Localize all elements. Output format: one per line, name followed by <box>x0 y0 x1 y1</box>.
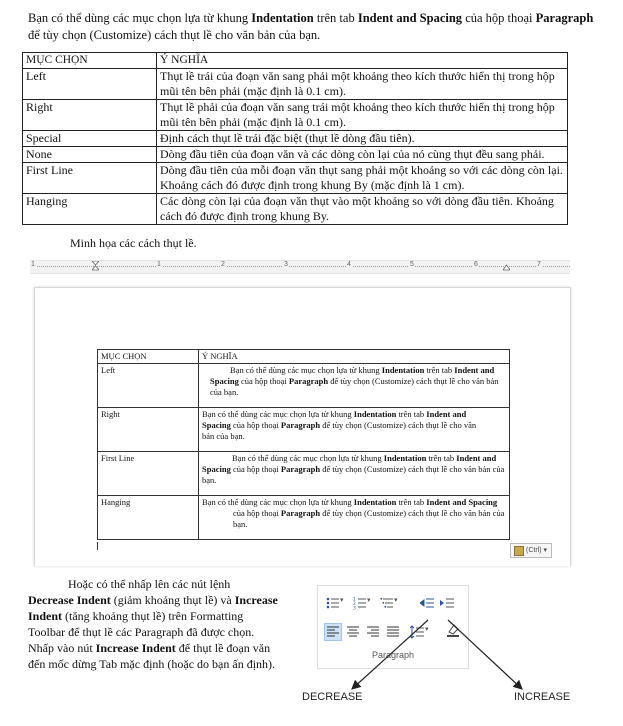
clipboard-icon <box>514 546 524 556</box>
bottom-bold-increase: Increase Indent <box>95 641 176 655</box>
preview-row-first-line <box>98 452 510 496</box>
preview-bold: Indent and Spacing <box>202 409 467 430</box>
preview-text: Bạn có thể dùng các mục chọn lựa từ khung <box>230 365 382 375</box>
preview-bold: Indent and Spacing <box>426 497 498 507</box>
bottom-text: Hoặc có thể nhấp lên các nút lệnh <box>68 577 231 591</box>
preview-header-row <box>98 350 510 364</box>
preview-text: của hộp thoại <box>230 420 281 430</box>
preview-label: First Line <box>98 452 199 496</box>
table-row <box>23 163 568 194</box>
svg-text:3: 3 <box>353 606 356 610</box>
ruler-number: 6 <box>474 261 478 268</box>
preview-text: Bạn có thể dùng các mục chọn lựa từ khung <box>202 409 354 419</box>
preview-label: Right <box>98 408 199 452</box>
indent-options-table <box>22 52 568 225</box>
paste-options-button[interactable] <box>510 543 552 558</box>
option-cell: Hanging <box>23 194 157 225</box>
increase-arrow <box>448 620 522 689</box>
header-option: MỤC CHỌN <box>23 53 157 69</box>
preview-header-meaning: Ý NGHĨA <box>199 350 510 364</box>
preview-bold: Indentation <box>383 453 427 463</box>
intro-bold-indent-spacing: Indent and Spacing <box>357 11 463 25</box>
table-row <box>23 194 568 225</box>
indent-arrows <box>300 600 600 705</box>
ruler-number: 7 <box>537 261 541 268</box>
preview-row-hanging <box>98 496 510 540</box>
preview-text: trên tab <box>396 497 427 507</box>
ruler-tick-line <box>30 266 570 268</box>
preview-cell-first-line <box>199 452 510 496</box>
preview-text: trên tab <box>426 453 457 463</box>
horizontal-ruler[interactable] <box>30 260 570 274</box>
intro-bold-paragraph: Paragraph <box>535 11 594 25</box>
preview-text: để tùy chọn (Customize) cách thụt lề cho văn bản của bạn. <box>233 508 505 529</box>
preview-text: của hộp thoại <box>238 376 289 386</box>
meaning-cell: Các dòng còn lại của đoạn văn thụt vào một khoảng so với dòng đầu tiên. Khoảng cách đó được định trong khung By. <box>157 194 568 225</box>
preview-bold: Paragraph <box>280 464 321 474</box>
preview-text: Bạn có thể dùng các mục chọn lựa từ khung <box>202 497 354 507</box>
preview-bold: Indent and Spacing <box>202 453 497 474</box>
svg-text:1: 1 <box>353 597 356 603</box>
meaning-cell: Định cách thụt lề trái đặc biệt (thụt lề dòng đầu tiên). <box>157 131 568 147</box>
preview-text: trên tab <box>424 365 455 375</box>
ruler-number: 1 <box>157 261 161 268</box>
preview-bold: Paragraph <box>288 376 329 386</box>
preview-text: của hộp thoại <box>233 508 281 518</box>
option-cell: None <box>23 147 157 163</box>
preview-text: để tùy chọn (Customize) cách thụt lề cho văn bản của bạn. <box>210 376 499 397</box>
paragraph-group-label: Paragraph <box>371 650 415 660</box>
ruler-number: 2 <box>221 261 225 268</box>
chevron-down-icon[interactable]: ▾ <box>367 596 371 604</box>
ruler-number: 5 <box>410 261 414 268</box>
option-cell: Special <box>23 131 157 147</box>
option-cell: Left <box>23 69 157 100</box>
intro-text: trên tab <box>313 11 358 25</box>
preview-label: Left <box>98 364 199 408</box>
table-row <box>23 100 568 131</box>
preview-text: Bạn có thể dùng các mục chọn lựa từ khung <box>232 453 384 463</box>
bottom-bold-decrease: Decrease Indent <box>28 593 111 607</box>
decrease-label: DECREASE <box>302 691 363 703</box>
table-row <box>23 69 568 100</box>
preview-text: để tùy chọn (Customize) cách thụt lề cho văn bản của bạn. <box>202 464 505 485</box>
chevron-down-icon[interactable]: ▾ <box>394 596 398 604</box>
intro-bold-indentation: Indentation <box>251 11 314 25</box>
bottom-paragraph <box>28 576 278 672</box>
intro-text: Bạn có thể dùng các mục chọn lựa từ khung <box>28 11 252 25</box>
preview-bold: Indentation <box>353 409 397 419</box>
preview-table <box>97 349 510 540</box>
option-cell: First Line <box>23 163 157 194</box>
chevron-down-icon[interactable]: ▾ <box>340 596 344 604</box>
preview-row-left <box>98 364 510 408</box>
ruler-number: 1 <box>31 261 35 268</box>
decrease-arrow <box>352 620 428 689</box>
bottom-text: (giảm khoảng thụt lề) và <box>110 593 235 607</box>
ruler-number: 4 <box>347 261 351 268</box>
option-cell: Right <box>23 100 157 131</box>
document-page-preview <box>34 287 571 566</box>
preview-cell-right <box>199 408 510 452</box>
meaning-cell: Dòng đầu tiên của mỗi đoạn văn thụt sang phải một khoảng so với các dòng còn lại. Khoảng cách đó được định trong khung By (mặc định là 1 cm). <box>157 163 568 194</box>
svg-text:2: 2 <box>353 602 356 607</box>
table-row <box>23 147 568 163</box>
bottom-text: để thụt lề đoạn văn đến mốc dừng Tab mặc định (hoặc do bạn ấn định). <box>28 641 276 671</box>
preview-bold: Paragraph <box>280 420 321 430</box>
preview-cell-left <box>199 364 510 408</box>
intro-text: để tùy chọn (Customize) cách thụt lề cho văn bản của bạn. <box>28 28 321 42</box>
preview-bold: Indentation <box>353 497 397 507</box>
preview-text: trên tab <box>396 409 427 419</box>
bottom-text: (tăng khoảng thụt lề) trên Formatting Toolbar để thụt lề các Paragraph đã được chọn. Nhấp vào nút <box>28 609 255 655</box>
text-cursor <box>97 542 98 550</box>
bottom-bold-increase: Increase Indent <box>28 593 278 623</box>
chevron-down-icon: ▾ <box>543 547 548 554</box>
preview-bold: Indentation <box>381 365 425 375</box>
preview-label: Hanging <box>98 496 199 540</box>
intro-paragraph <box>28 10 603 44</box>
ruler-number: 3 <box>284 261 288 268</box>
preview-row-right <box>98 408 510 452</box>
table-header-row <box>23 53 568 69</box>
preview-text: của hộp thoại <box>230 464 281 474</box>
table-row <box>23 131 568 147</box>
preview-header-option: MỤC CHỌN <box>98 350 199 364</box>
indent-marker-icon[interactable] <box>92 261 99 272</box>
preview-bold: Paragraph <box>280 508 321 518</box>
right-indent-marker-icon[interactable] <box>503 261 510 272</box>
meaning-cell: Dòng đầu tiên của đoạn văn và các dòng còn lại của nó cùng thụt đều sang phải. <box>157 147 568 163</box>
preview-text: để tùy chọn (Customize) cách thụt lề cho văn bản của bạn. <box>202 420 477 441</box>
preview-bold: Indent and Spacing <box>210 365 495 386</box>
chevron-down-icon[interactable]: ▾ <box>425 625 429 633</box>
preview-cell-hanging <box>199 496 510 540</box>
paste-options-label: (Ctrl) <box>526 547 542 554</box>
meaning-cell: Thụt lề trái của đoạn văn sang phải một khoảng theo kích thước hiển thị trong hộp mũi tên bên phải (mặc định là 0.1 cm). <box>157 69 568 100</box>
increase-label: INCREASE <box>514 691 571 703</box>
header-meaning: Ý NGHĨA <box>157 53 568 69</box>
intro-text: của hộp thoại <box>462 11 536 25</box>
meaning-cell: Thụt lề phải của đoạn văn sang trái một khoảng theo kích thước hiển thị trong hộp mũi tên bên phải (mặc định là 0.1 cm). <box>157 100 568 131</box>
figure-caption: Minh họa các cách thụt lề. <box>70 236 197 250</box>
